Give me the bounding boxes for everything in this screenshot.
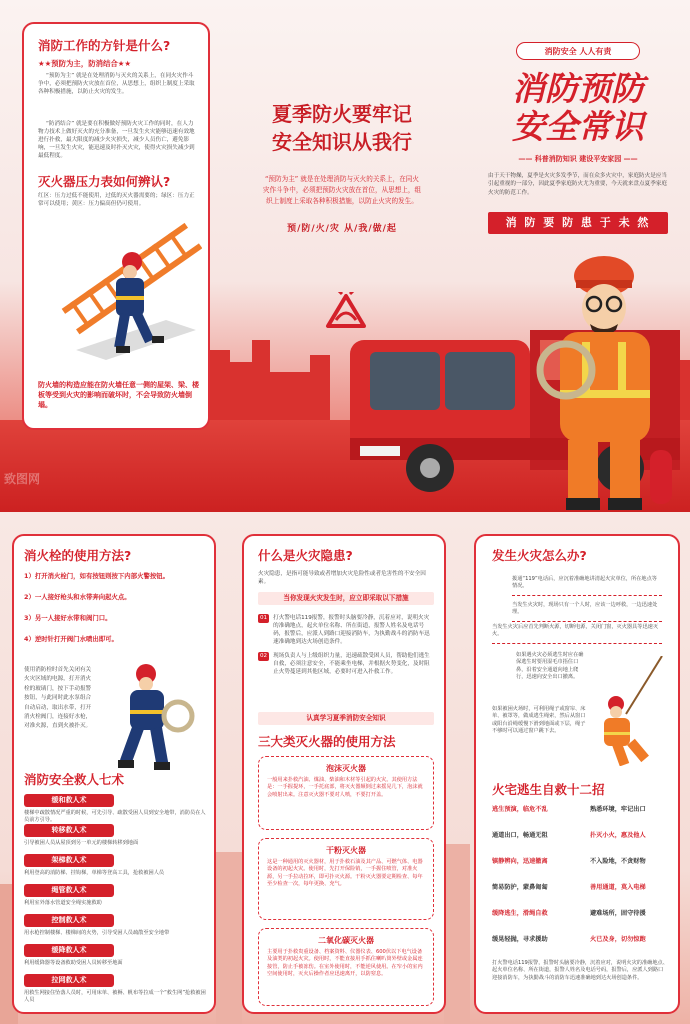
panel1-para1: “预防为主” 就是在处理消防与灭火的关系上，在同火灾作斗争中，必须把预防火灾放在首位，从思想上，组织上制度上采取各种积极措施，以防止火灾的发生。 <box>38 73 195 95</box>
cover-badge: 消防安全 人人有责 <box>516 42 640 60</box>
technique-name: 缓降救人术 <box>24 944 114 957</box>
technique-item <box>24 974 208 1008</box>
skyline <box>310 355 330 425</box>
panel4-heading1: 消火栓的使用方法? <box>24 548 132 563</box>
technique-item <box>24 914 208 944</box>
technique-name: 控制救人术 <box>24 914 114 927</box>
policy-text: ★★预防为主，防消结合★★ <box>38 59 132 68</box>
technique-name: 绳管救人术 <box>24 884 114 897</box>
rescue-techniques <box>24 794 208 1008</box>
cover-banner: 消 防 要 防 患 于 未 然 <box>488 212 668 234</box>
technique-desc: 利用室外落水管道安全绳实施救助 <box>24 900 102 906</box>
panel2-title-line1: 夏季防火要牢记 <box>272 102 412 126</box>
skyline <box>230 362 252 422</box>
escape-tip: 善用通道，莫入电梯 <box>590 884 646 891</box>
cover-subtitle: —— 科普消防知识 建设平安家园 —— <box>518 155 638 163</box>
technique-desc: 用救生网接住坠落人员时，可用床单、被褥、帆布等拉成一个“救生网”抢救被困人员 <box>24 990 206 1004</box>
panel6-card <box>474 534 680 1014</box>
fire-response-5: 如果被困火场时，可利用绳子或窗帘、床单、被罩等，做成逃生绳索，然后从窗口或阳台沿绳缓慢下滑到地面或下层，绳子不够时可以通过窗户跳下去。 <box>492 706 586 735</box>
technique-item <box>24 944 208 974</box>
panel5-card <box>242 534 446 1014</box>
escape-tip: 镇静辨向，迅速撤离 <box>492 858 548 865</box>
extinguisher-desc: 这是一种通用的灭火器材，用于扑救石油及其产品、可燃气体、电器设备的初起火灾。使用时，先打开保险销，一手握住喷管，对准火源，另一手拉动拉环，即可扑灭火源。干粉灭火器要定期检查、每年至少检查一次，每年更换、充气。 <box>267 859 423 888</box>
hydrant-para: 使用消防栓时首先关闭有关火灾区域的电源，打开消火栓的玻璃门，按下手动报警按钮，与此同时此水泵组合自动启动，取出水带，打开消火栓阀门，连接好水枪，对准火源，直到火被扑灭。 <box>24 667 92 730</box>
extinguisher-desc: 主要用于扑救贵重设备、档案资料、仪器仪表、600伏以下电气设备及油类的初起火灾。使用时，不能直接用手抓住喇叭筒外壁或金属连接管，防止手被冻伤。在室外使用时，不能逆风使用。在窄小的室内空间使用时，灭火后操作者应迅速离开，以防窒息。 <box>267 949 423 978</box>
cover-intro: 由于天干物燥，夏季是火灾多发季节，而在众多火灾中，家庭防火是应当引起重视的一部分，因此夏季家庭防火尤为重要，今天就来盘点夏季家庭火灾的防范工作。 <box>488 173 668 196</box>
technique-desc: 楼梯中疏散情况严重的时候，可先引导、疏散受困人员到安全地带，消防员在人员前方引导。 <box>24 810 206 824</box>
technique-name: 转移救人术 <box>24 824 114 837</box>
escape-tip: 扑灭小火，惠及他人 <box>590 832 646 839</box>
extinguisher-card <box>258 928 434 1006</box>
escape-tip: 避难场所，固守待援 <box>590 910 646 917</box>
measure-text: 打火警电话119报警，报警时头脑要冷静，沉着应对，说明火灾的准确地点，起火单位名称、所在街道，报警人姓名及电话号码，报警后，应派人到路口迎接消防车，为执勤战斗的消防车迅速准确地到达火场创造条件。 <box>273 615 430 645</box>
fire-response-1: 拨通“119”电话后，应沉着准确地讲清起火灾单位，所在地点等情况。 <box>512 576 662 596</box>
escape-tip: 火已及身，切勿惊跑 <box>590 936 646 943</box>
technique-name: 拉网救人术 <box>24 974 114 987</box>
extinguisher-name: 二氧化碳灭火器 <box>318 936 374 945</box>
extinguisher-card <box>258 838 434 920</box>
panel1-para3: 红区：压力过低不能使用，过低的灭火器需要的；绿区：压力正常可以使用；黄区：压力偏高但仍可使用。 <box>38 193 195 207</box>
measure-text: 现场负责人与上级组织力量，迅速疏散受困人员，帮助他们逃生自救，必须注意安全，不能乘坐电梯，并根据火势变化，及时阻止火势蔓延到其他区域，必要时可进入扑救工作。 <box>273 653 430 675</box>
technique-item <box>24 854 208 884</box>
panel2-slogan: 预/防/火/灾 从/我/做/起 <box>287 224 397 234</box>
technique-desc: 利用缓降器等设备救助受困人员转移至地面 <box>24 960 123 966</box>
hydrant-step: 3）另一人接好水带和阀门口。 <box>24 614 112 622</box>
firewall-note: 防火墙的构造应能在防火墙任意一侧的屋架、梁、楼板等受到火灾的影响而破坏时，不会导致防火墙倒塌。 <box>38 381 199 409</box>
firefighter-ladder-illustration <box>36 210 202 370</box>
escape-tip: 不入险地，不贪财物 <box>590 858 646 865</box>
technique-item <box>24 824 208 854</box>
panel1-para2: “防消结合” 就是要在积极做好预防火灾工作的同时，在人力物力技术上做好灭火的充分准备，一旦发生火灾能够迅速有效地进行扑救，最大限度的减少火灾损失，减少人员伤亡，避免影响，一旦发生火灾，能迅速及时扑灭火灾，使得火灾损失减少到最低程度。 <box>38 121 195 159</box>
extinguisher-desc: 一般用来扑救汽油、煤油、柴油和木材等引起的火灾。其使用方法是：一手握提环，一手托底部，将灭火器颠倒过来摇晃几下，泡沫就会喷射出来。注意灭火器不要对人喷，不要打开盖。 <box>267 777 423 798</box>
skyline <box>252 340 270 420</box>
measure-item <box>258 652 434 676</box>
hydrant-step: 1）打开消火栓门，如有按钮则按下内部火警按钮。 <box>24 572 170 580</box>
escape-tip: 简易防护，蒙鼻匍匐 <box>492 884 548 891</box>
cover-title-line2: 安全常识 <box>512 107 644 146</box>
hydrant-step: 4）逆时针打开阀门水喷出即可。 <box>24 635 118 643</box>
hydrant-steps <box>24 572 208 644</box>
fire-response-2: 当发生火灾时，现场只有一个人时，应该一边呼救，一边迅速处理。 <box>512 602 662 622</box>
extinguisher-name: 泡沫灭火器 <box>326 764 366 773</box>
technique-desc: 利用登高的消防梯、挂钩梯，单梯等登高工具，抢救被困人员 <box>24 870 165 876</box>
panel5-heading2: 三大类灭火器的使用方法 <box>258 734 396 749</box>
panel2-title-line2: 安全知识从我行 <box>272 130 412 154</box>
panel1-heading2: 灭火器压力表如何辨认? <box>38 174 171 189</box>
measures-tip: 当你发现火灾发生时，应立即采取以下措施 <box>258 592 434 605</box>
firefighter-illustration <box>520 250 690 512</box>
technique-name: 缓和救人术 <box>24 794 114 807</box>
escape-tip: 缓降逃生，滑绳自救 <box>492 910 548 917</box>
panel6-heading2: 火宅逃生自救十二招 <box>492 782 605 797</box>
measure-item <box>258 614 434 646</box>
escape-tips-grid <box>492 804 670 956</box>
panel3-cover <box>478 30 678 240</box>
escape-tip: 缓晃轻抛，寻求援助 <box>492 936 548 943</box>
study-tip: 认真学习夏季消防安全知识 <box>258 712 434 725</box>
technique-desc: 引导被困人员从屋顶到另一单元的楼梯转移到地面 <box>24 840 139 846</box>
escape-tip: 逃生预演，临危不乱 <box>492 806 548 813</box>
technique-name: 架梯救人术 <box>24 854 114 867</box>
technique-item <box>24 794 208 824</box>
technique-item <box>24 884 208 914</box>
fire-response-4: 如果遇火灾必须逃生时应在确保逃生时要用湿毛巾捂住口鼻，沿着安全通道向地上爬行，迅速向安全出口撤离。 <box>516 652 584 681</box>
measure-num: 02 <box>260 653 268 659</box>
escape-tip: 通道出口，畅通无阻 <box>492 832 548 839</box>
panel6-footer: 打火警电话119报警，报警时头脑要冷静，沉着应对，说明火灾的准确地点、起火单位名称、所在街道，报警人姓名及电话号码，报警后，应派人到路口迎接消防车，为执勤战斗的消防车迅速准确地到达火场创造条件。 <box>492 960 668 981</box>
fire-response-3: 当发生火灾后应首先判断火源，切断电源，关闭门窗，灭火器具等迅速灭火。 <box>492 624 662 644</box>
hazard-intro: 火灾隐患，是指可能导致或者增加火灾危险性或者危害性的不安全因素。 <box>258 571 426 585</box>
extinguisher-card <box>258 756 434 830</box>
rappelling-firefighter-illustration <box>586 656 676 766</box>
technique-desc: 用水枪控制楼梯、楼梯间的火势，引导受困人员疏散至安全地带 <box>24 930 170 936</box>
panel4-heading2: 消防安全救人七术 <box>24 772 125 787</box>
panel2-body: “预防为主” 就是在处理消防与灭火的关系上，在同火灾作斗争中，必须把预防火灾放在首位，从思想上，组织上制度上采取各种积极措施，以防止火灾的发生。 <box>262 175 422 205</box>
panel1-heading1: 消防工作的方针是什么? <box>38 38 171 53</box>
skyline <box>270 372 310 422</box>
hydrant-step: 2）一人接好枪头和水带奔向起火点。 <box>24 593 131 601</box>
panel5-heading1: 什么是火灾隐患? <box>258 548 353 563</box>
watermark: 致图网 <box>4 472 41 486</box>
firefighter-hose-illustration <box>102 660 212 780</box>
brochure-inside <box>0 512 690 1024</box>
measure-num: 01 <box>260 615 268 621</box>
extinguisher-name: 干粉灭火器 <box>326 846 366 855</box>
measures-list <box>258 614 434 676</box>
panel1-card <box>22 22 210 430</box>
panel6-heading1: 发生火灾怎么办? <box>492 548 587 563</box>
escape-tip: 熟悉环境，牢记出口 <box>590 806 646 813</box>
panel4-card <box>12 534 216 1014</box>
cover-title-line1: 消防预防 <box>512 69 644 108</box>
